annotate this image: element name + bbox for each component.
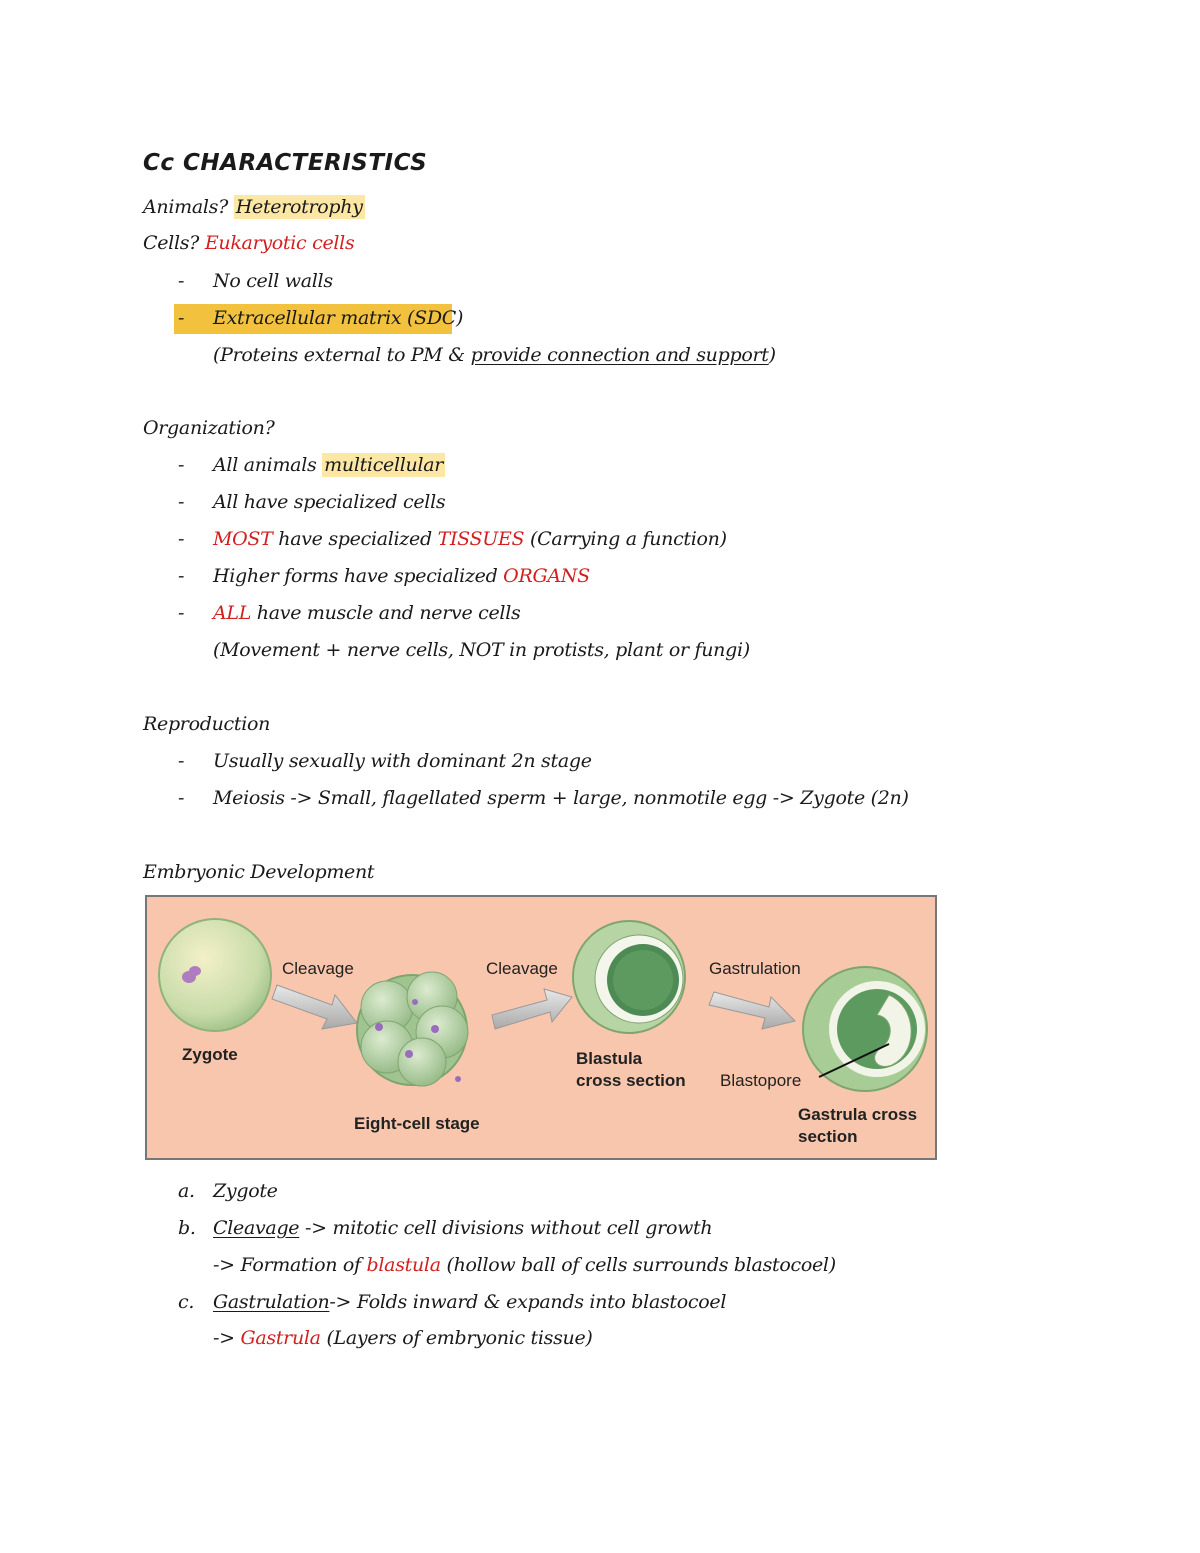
- arrow-icon: [492, 989, 572, 1029]
- cells-note: [213, 344, 776, 366]
- note-underlined: provide connection and support: [470, 344, 769, 366]
- eight-cell-illustration: [357, 972, 468, 1086]
- bullet-dash: -: [178, 491, 185, 513]
- page-title: Cc CHARACTERISTICS: [143, 150, 428, 176]
- bullet-dash: -: [178, 270, 185, 292]
- animals-line: [143, 196, 365, 218]
- bullet-dash: -: [178, 454, 185, 476]
- list-item-text: Cleavage -> mitotic cell divisions without cell growth: [213, 1217, 713, 1239]
- list-item: - Meiosis -> Small, flagellated sperm + large, nonmotile egg -> Zygote (2n): [178, 787, 909, 809]
- cells-value: Eukaryotic cells: [204, 232, 355, 254]
- gastrula-label-2: section: [798, 1127, 858, 1146]
- bullet-dash: -: [178, 528, 185, 550]
- gastrula-label: Gastrula cross: [798, 1105, 918, 1124]
- list-item: - MOST have specialized TISSUES (Carrying a function): [178, 528, 727, 550]
- list-item: - Usually sexually with dominant 2n stage: [178, 750, 592, 772]
- note-text: (Proteins external to PM &: [213, 344, 471, 366]
- arrow-icon: [272, 985, 357, 1029]
- bullet-dash: -: [178, 602, 185, 624]
- bullet-dash: -: [178, 787, 185, 809]
- list-item-text: Gastrulation-> Folds inward & expands into blastocoel: [213, 1291, 727, 1313]
- blastula-label-2: cross section: [576, 1071, 686, 1090]
- list-marker: c.: [178, 1291, 195, 1313]
- bullet-text: Extracellular matrix (SDC): [213, 307, 464, 329]
- highlighted-term: multicellular: [324, 454, 444, 476]
- list-subitem: -> Gastrula (Layers of embryonic tissue): [213, 1327, 593, 1349]
- eight-cell-label: Eight-cell stage: [354, 1114, 480, 1133]
- reproduction-heading: Reproduction: [143, 713, 271, 735]
- list-marker: b.: [178, 1217, 196, 1239]
- bullet-dash: -: [178, 307, 185, 329]
- list-item: - All animals multicellular: [178, 454, 444, 476]
- embryonic-development-figure: [145, 895, 937, 1160]
- bullet-dash: -: [178, 565, 185, 587]
- embryonic-heading: Embryonic Development: [143, 861, 375, 883]
- zygote-label: Zygote: [182, 1045, 238, 1064]
- cleavage-label: Cleavage: [486, 959, 558, 978]
- bullet-text: No cell walls: [213, 270, 333, 292]
- list-item: - Higher forms have specialized ORGANS: [178, 565, 590, 587]
- list-item: [178, 307, 818, 329]
- blastopore-label: Blastopore: [720, 1071, 802, 1090]
- list-item: - ALL have muscle and nerve cells: [178, 602, 521, 624]
- blastula-illustration: [573, 921, 685, 1033]
- underlined-term: Gastrulation: [213, 1291, 330, 1313]
- cells-prefix: Cells?: [143, 232, 200, 254]
- list-item-text: Zygote: [213, 1180, 278, 1202]
- cleavage-label: Cleavage: [282, 959, 354, 978]
- underlined-term: Cleavage: [213, 1217, 300, 1239]
- note-text-end: ): [768, 344, 776, 366]
- list-item: - All have specialized cells: [178, 491, 446, 513]
- animals-value: Heterotrophy: [235, 196, 363, 218]
- zygote-illustration: [159, 919, 271, 1031]
- cells-line: [143, 232, 354, 254]
- blastula-label: Blastula: [576, 1049, 643, 1068]
- list-subitem: -> Formation of blastula (hollow ball of cells surrounds blastocoel): [213, 1254, 836, 1276]
- bullet-dash: -: [178, 750, 185, 772]
- organization-heading: Organization?: [143, 417, 275, 439]
- arrow-icon: [709, 992, 795, 1029]
- animals-prefix: Animals?: [143, 196, 228, 218]
- list-marker: a.: [178, 1180, 195, 1202]
- gastrulation-label: Gastrulation: [709, 959, 801, 978]
- organization-note: (Movement + nerve cells, NOT in protists, plant or fungi): [213, 639, 750, 661]
- list-item: [178, 270, 818, 292]
- gastrula-illustration: [803, 967, 927, 1091]
